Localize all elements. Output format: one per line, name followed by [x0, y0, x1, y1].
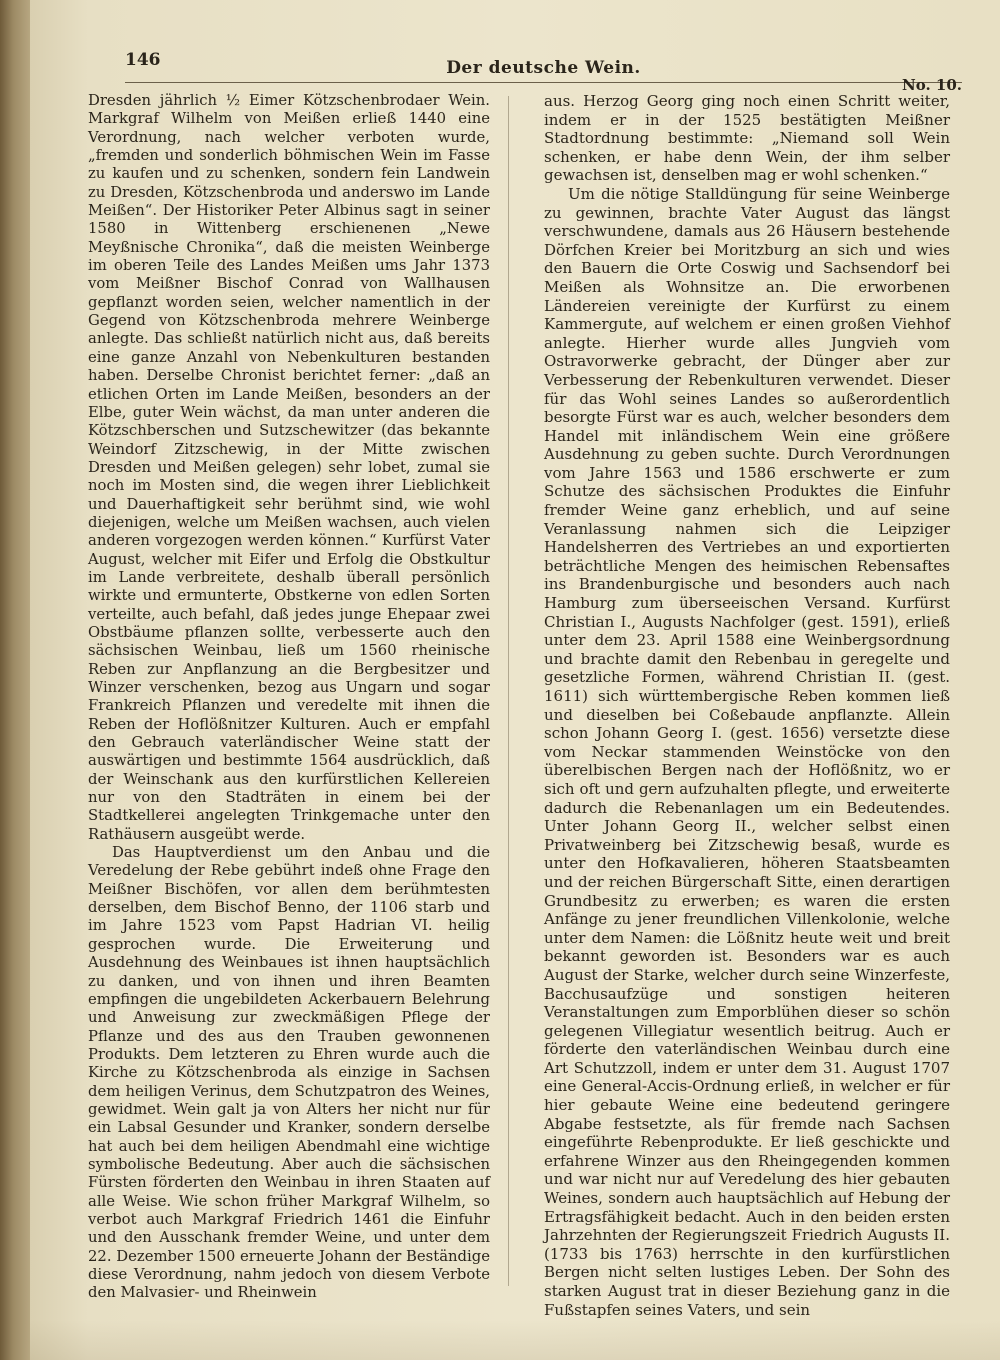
issue-number: No. 10. — [902, 76, 962, 94]
page-header — [125, 46, 962, 94]
right-text-column — [544, 92, 950, 1319]
page-shading — [30, 1320, 1000, 1360]
left-text-column — [88, 92, 490, 1303]
column-divider — [508, 96, 509, 1286]
book-page — [30, 0, 1000, 1360]
page-number: 146 — [125, 50, 161, 70]
paragraph: Dresden jährlich ½ Eimer Kötzschenbrodaer Wein. Markgraf Wilhelm von Meißen erließ 1440 eine Verordnung, nach welcher verboten wurde, „fremden und sonderlich böhmischen Wein im Fasse zu kaufen und zu schenken, sondern fein Landwein zu Dresden, Kötzschenbroda und anderswo im Lande Meißen“. Der Historiker Peter Albinus sagt in seiner 1580 in Wittenberg erschienenen „Newe Meyßnische Chronika“, daß die meisten Weinberge im oberen Teile des Landes Meißen ums Jahr 1373 vom Meißner Bischof Conrad von Wallhausen gepflanzt worden seien, welcher namentlich in der Gegend von Kötzschenbroda mehrere Weinberge anlegte. Das schließt natürlich nicht aus, daß bereits eine ganze Anzahl von Nebenkulturen bestanden haben. Derselbe Chronist berichtet ferner: „daß an etlichen Orten im Lande Meißen, besonders an der Elbe, guter Wein wächst, da man unter anderen die Kötzschberschen und Sutzschewitzer (das bekannte Weindorf Zitzschewig, in der Mitte zwischen Dresden und Meißen gelegen) sehr lobet, zumal sie noch im Mosten sind, die wegen ihrer Lieblichkeit und Dauerhaftigkeit sehr berühmt sind, wie wohl diejenigen, welche um Meißen wachsen, auch vielen anderen vorgezogen werden können.“ Kurfürst Vater August, welcher mit Eifer und Erfolg die Obstkultur im Lande verbreitete, deshalb überall persönlich wirkte und ermunterte, Obstkerne von edlen Sorten verteilte, auch befahl, daß jedes junge Ehepaar zwei Obstbäume pflanzen sollte, verbesserte auch den sächsischen Weinbau, ließ um 1560 rheinische Reben zur Anpflanzung an die Bergbesitzer und Winzer verschenken, bezog aus Ungarn und sogar Frankreich Pflanzen und veredelte mit ihnen die Reben der Hoflößnitzer Kulturen. Auch er empfahl den Gebrauch vaterländischer Weine statt der auswärtigen und bestimmte 1564 ausdrücklich, daß der Weinschank aus den kurfürstlichen Kellereien nur von den Stadträten in einem bei der Stadtkellerei angelegten Trinkgemache unter den Rathäusern ausgeübt werde. — [88, 92, 490, 843]
paragraph: Das Hauptverdienst um den Anbau und die Veredelung der Rebe gebührt indeß ohne Frage den Meißner Bischöfen, vor allen dem berühmtesten derselben, dem Bischof Benno, der 1106 starb und im Jahre 1523 vom Papst Hadrian VI. heilig gesprochen wurde. Die Erweiterung und Ausdehnung des Weinbaues ist ihnen hauptsächlich zu danken, und von ihnen und ihren Beamten empfingen die ungebildeten Ackerbauern Belehrung und Anweisung zur zweckmäßigen Pflege der Pflanze und des aus den Trauben gewonnenen Produkts. Dem letzteren zu Ehren wurde auch die Kirche zu Kötzschenbroda als einzige in Sachsen dem heiligen Verinus, dem Schutzpatron des Weines, gewidmet. Wein galt ja von Alters her nicht nur für ein Labsal Gesunder und Kranker, sondern derselbe hat auch bei dem heiligen Abendmahl eine wichtige symbolische Bedeutung. Aber auch die sächsischen Fürsten förderten den Weinbau in ihren Staaten auf alle Weise. Wie schon früher Markgraf Wilhelm, so verbot auch Markgraf Friedrich 1461 die Einfuhr und den Ausschank fremder Weine, und unter dem 22. Dezember 1500 erneuerte Johann der Beständige diese Verordnung, nahm jedoch von diesem Verbote den Malvasier- und Rheinwein — [88, 844, 490, 1302]
paragraph: aus. Herzog Georg ging noch einen Schritt weiter, indem er in der 1525 bestätigten Meißner Stadtordnung bestimmte: „Niemand soll Wein schenken, er habe denn Wein, der ihm selber gewachsen ist, denselben mag er wohl schenken.“ — [544, 92, 950, 185]
running-title: Der deutsche Wein. — [446, 58, 641, 78]
paragraph: Um die nötige Stalldüngung für seine Weinberge zu gewinnen, brachte Vater August das längst verschwundene, damals aus 26 Häusern bestehende Dörfchen Kreier bei Moritzburg an sich und wies den Bauern die Orte Coswig und Sachsendorf bei Meißen als Wohnsitze an. Die erworbenen Ländereien vereinigte der Kurfürst zu einem Kammergute, auf welchem er einen großen Viehhof anlegte. Hierher wurde alles Jungvieh vom Ostravorwerke gebracht, der Dünger aber zur Verbesserung der Rebenkulturen verwendet. Dieser für das Wohl seines Landes so außerordentlich besorgte Fürst war es auch, welcher besonders dem Handel mit inländischem Wein eine größere Ausdehnung zu geben suchte. Durch Verordnungen vom Jahre 1563 und 1586 erschwerte er zum Schutze des sächsischen Produktes die Einfuhr fremder Weine ganz erheblich, und auf seine Veranlassung nahmen sich die Leipziger Handelsherren des Vertriebes an und exportierten beträchtliche Mengen des heimischen Rebensaftes ins Brandenburgische und besonders auch nach Hamburg zum überseeischen Versand. Kurfürst Christian I., Augusts Nachfolger (gest. 1591), erließ unter dem 23. April 1588 eine Weinbergsordnung und brachte damit den Rebenbau in geregelte und gesetzliche Formen, während Christian II. (gest. 1611) sich württembergische Reben kommen ließ und dieselben bei Coßebaude anpflanzte. Allein schon Johann Georg I. (gest. 1656) versetzte diese vom Neckar stammenden Weinstöcke von den überelbischen Bergen nach der Hoflößnitz, wo er sich oft und gern aufzuhalten pflegte, und erweiterte dadurch die Rebenanlagen um ein Bedeutendes. Unter Johann Georg II., welcher selbst einen Privatweinberg bei Zitzschewig besaß, wurde es unter den Hofkavalieren, höheren Staatsbeamten und der reichen Bürgerschaft Sitte, einen derartigen Grundbesitz zu erwerben; es waren die ersten Anfänge zu jener freundlichen Villenkolonie, welche unter dem Namen: die Lößnitz heute weit und breit bekannt geworden ist. Besonders war es auch August der Starke, welcher durch seine Winzerfeste, Bacchusaufzüge und sonstigen heiteren Veranstaltungen zum Emporblühen dieser so schön gelegenen Villegiatur wesentlich beitrug. Auch er förderte den vaterländischen Weinbau durch eine Art Schutzzoll, indem er unter dem 31. August 1707 eine General-Accis-Ordnung erließ, in welcher er für hier gebaute Weine eine bedeutend geringere Abgabe festsetzte, als für fremde nach Sachsen eingeführte Rebenprodukte. Er ließ geschickte und erfahrene Winzer aus den Rheingegenden kommen und war nicht nur auf Veredelung des hier gebauten Weines, sondern auch hauptsächlich auf Hebung der Ertragsfähigkeit bedacht. Auch in den beiden ersten Jahrzehnten der Regierungszeit Friedrich Augusts II. (1733 bis 1763) herrschte in den kurfürstlichen Bergen nicht selten lustiges Leben. Der Sohn des starken August trat in dieser Beziehung ganz in die Fußstapfen seines Vaters, und sein — [544, 184, 950, 1319]
